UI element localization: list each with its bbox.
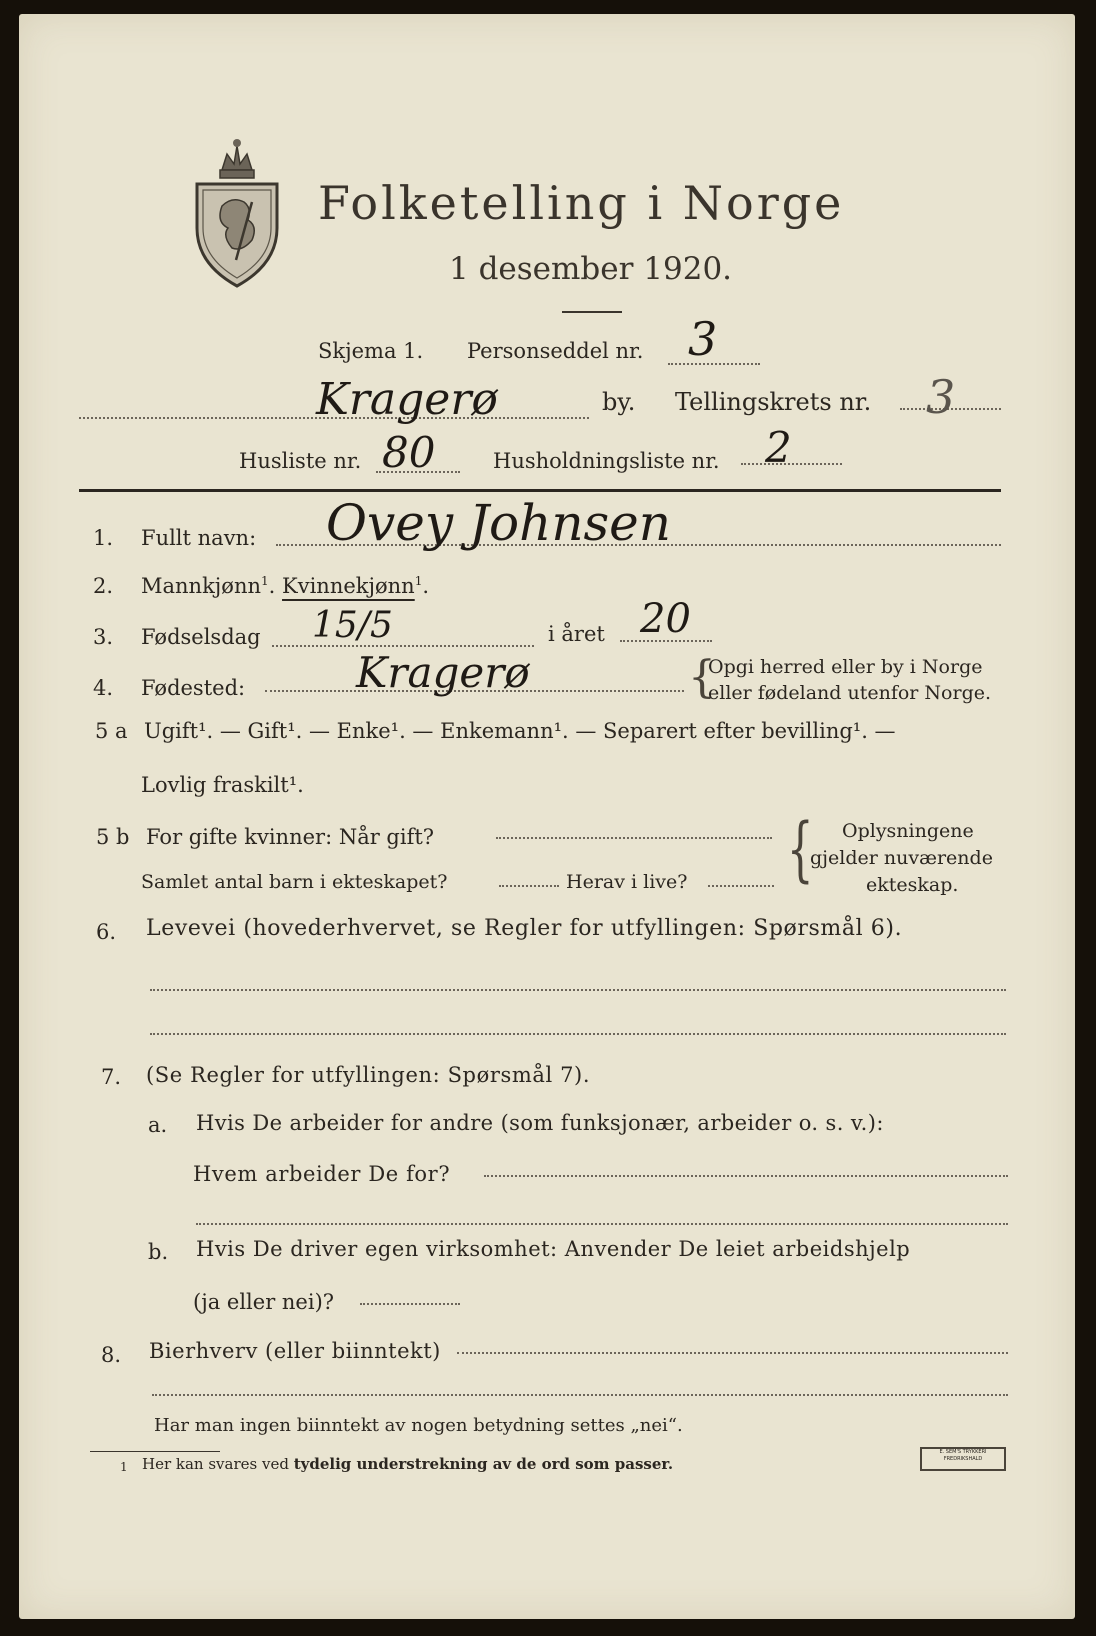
q7b-line2: (ja eller nei)?	[193, 1290, 335, 1314]
personseddel-label: Personseddel nr.	[467, 339, 644, 363]
q6-line1	[150, 989, 1006, 991]
q8-note: Har man ingen biinntekt av nogen betydning settes „nei“.	[154, 1415, 683, 1436]
q5b-note3: ekteskap.	[866, 874, 959, 896]
q2-number: 2.	[93, 574, 114, 598]
q6-number: 6.	[96, 920, 117, 944]
q6-label: Levevei (hovederhvervet, se Regler for utfyllingen: Spørsmål 6).	[146, 916, 903, 941]
q3-year-label: i året	[548, 622, 605, 646]
q5a-number: 5 a	[95, 719, 128, 743]
birthplace-value[interactable]: Kragerø	[356, 648, 530, 697]
printer-stamp: E. SEM'S TRYKKERI FREDRIKSHALD	[920, 1447, 1006, 1471]
q5b-brace: {	[786, 808, 814, 890]
q7-number: 7.	[101, 1065, 122, 1089]
q7a-line1: Hvis De arbeider for andre (som funksjonær, arbeider o. s. v.):	[196, 1111, 884, 1135]
marital-status-line2[interactable]: Lovlig fraskilt¹.	[141, 773, 304, 797]
census-date: 1 desember 1920.	[449, 251, 733, 287]
personseddel-value[interactable]: 3	[688, 312, 718, 366]
form-title: Folketelling i Norge	[318, 176, 845, 230]
q3-label: Fødselsdag	[141, 625, 261, 649]
tellingskrets-label: Tellingskrets nr.	[675, 388, 872, 416]
q2-sex-options: Mannkjønn$^1$. Kvinnekjønn$^1$.	[141, 574, 430, 598]
female-option[interactable]: Kvinnekjønn	[282, 574, 415, 598]
q5b-children-label: Samlet antal barn i ekteskapet?	[141, 871, 448, 893]
q1-number: 1.	[93, 526, 114, 550]
skjema-label: Skjema 1.	[318, 339, 424, 363]
footnote-text: Her kan svares ved tydelig understrekning av de ord som passer.	[142, 1455, 674, 1473]
tellingskrets-value[interactable]: 3	[926, 370, 956, 424]
title-separator	[562, 311, 622, 313]
city-value[interactable]: Kragerø	[316, 374, 498, 425]
footnote-mark: 1	[120, 1460, 128, 1474]
q4-label: Fødested:	[141, 676, 246, 700]
q3-number: 3.	[93, 625, 114, 649]
q5b-alive-label: Herav i live?	[566, 871, 688, 893]
q4-brace: {	[688, 652, 716, 703]
q7b-answer-line[interactable]	[360, 1303, 460, 1305]
q5b-married-line	[496, 837, 772, 839]
by-label: by.	[602, 388, 636, 416]
q7-label: (Se Regler for utfyllingen: Spørsmål 7).	[146, 1063, 591, 1087]
marital-status-options[interactable]: Ugift¹. — Gift¹. — Enke¹. — Enkemann¹. — Separert efter bevilling¹. —	[144, 719, 896, 743]
q7b-letter: b.	[148, 1240, 169, 1264]
q6-line2	[150, 1033, 1006, 1035]
q4-note-line2: eller fødeland utenfor Norge.	[708, 682, 992, 704]
q5b-note1: Oplysningene	[842, 820, 974, 842]
q7a-answer-line2[interactable]	[196, 1223, 1008, 1225]
footnote-rule	[90, 1451, 220, 1452]
husliste-value[interactable]: 80	[382, 428, 436, 477]
q4-note-line1: Opgi herred eller by i Norge	[708, 656, 983, 678]
q8-line1[interactable]	[457, 1352, 1008, 1354]
q7a-line2: Hvem arbeider De for?	[193, 1162, 451, 1186]
q7a-letter: a.	[148, 1113, 168, 1137]
q4-number: 4.	[93, 676, 114, 700]
q5b-note2: gjelder nuværende	[810, 847, 993, 869]
header-divider	[79, 489, 1001, 492]
husholdningsliste-value[interactable]: 2	[765, 423, 792, 472]
coat-of-arms-icon	[192, 136, 282, 288]
q5b-alive-line	[708, 885, 774, 887]
husliste-label: Husliste nr.	[239, 449, 362, 473]
q7a-answer-line1[interactable]	[484, 1175, 1008, 1177]
q1-label: Fullt navn:	[141, 526, 257, 550]
birth-year-value[interactable]: 20	[640, 596, 691, 642]
q8-label: Bierhverv (eller biinntekt)	[149, 1339, 441, 1363]
full-name-value[interactable]: Ovey Johnsen	[326, 494, 671, 552]
q5b-number: 5 b	[96, 825, 130, 849]
husholdningsliste-label: Husholdningsliste nr.	[493, 449, 720, 473]
q5b-children-line	[499, 885, 559, 887]
birth-date-value[interactable]: 15/5	[312, 605, 393, 646]
q7b-line1: Hvis De driver egen virksomhet: Anvender De leiet arbeidshjelp	[196, 1237, 911, 1261]
male-option[interactable]: Mannkjønn	[141, 574, 262, 598]
q5b-married-label: For gifte kvinner: Når gift?	[146, 825, 435, 849]
q8-number: 8.	[101, 1343, 122, 1367]
q8-line2[interactable]	[152, 1394, 1008, 1396]
